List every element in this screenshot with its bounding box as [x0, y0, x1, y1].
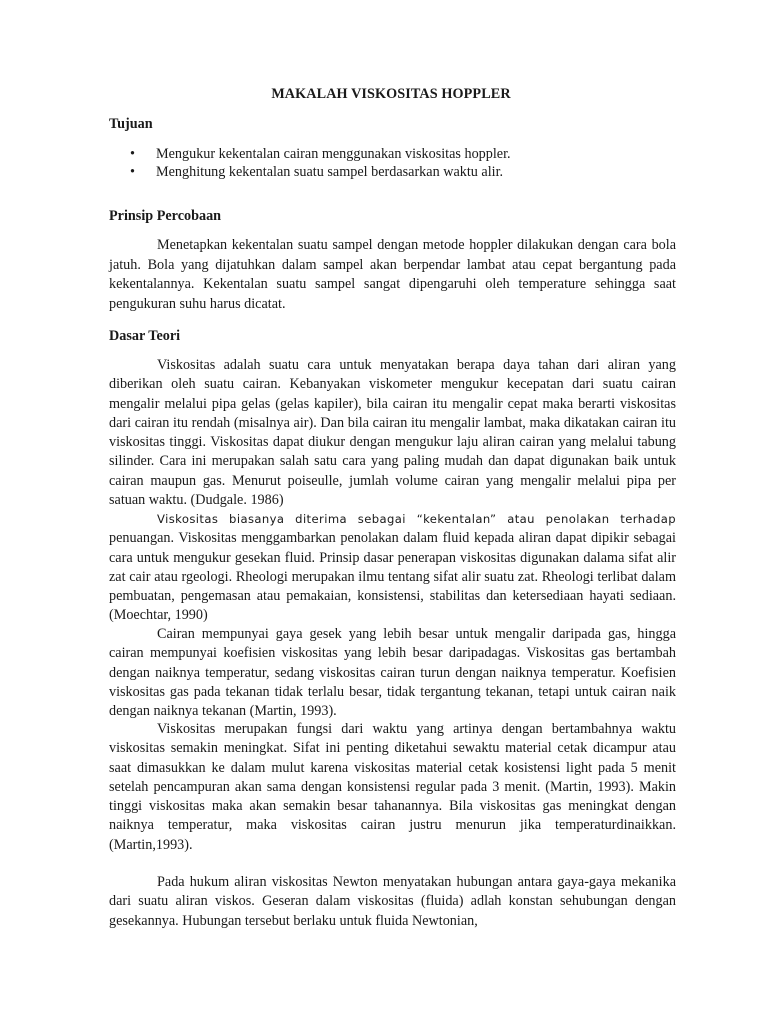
dasar-teori-paragraph-4	[109, 720, 676, 855]
heading-dasar-teori: Dasar Teori	[109, 328, 181, 344]
tujuan-bullet-list	[130, 145, 511, 181]
bullet-icon: •	[130, 164, 135, 180]
dasar-teori-paragraph-2	[109, 510, 676, 626]
document-title: MAKALAH VISKOSITAS HOPPLER	[271, 86, 511, 102]
prinsip-text: Menetapkan kekentalan suatu sampel dengan metode hoppler dilakukan dengan cara bola jatuh. Bola yang dijatuhkan dalam sampel akan berpendar lambat atau cepat bergantung pada kekentalannya. Kekentalan suatu sampel sangat dipengaruhi oleh temperature sehingga saat pengukuran suhu harus dicatat.	[109, 237, 676, 312]
prinsip-paragraph	[109, 236, 676, 314]
bullet-item	[130, 163, 511, 181]
dasar-teori-text-1: Viskositas adalah suatu cara untuk menyatakan berapa daya tahan dari aliran yang diberikan oleh suatu cairan. Kebanyakan viskometer mengukur kecepatan dari suatu cairan mengalir melalui pipa gelas (gelas kapiler), bila cairan itu mengalir cepat maka berarti viskositas dari cairan itu rendah (misalnya air). Dan bila cairan itu mengalir lambat, maka dikatakan cairan itu viskositas tinggi. Viskositas dapat diukur dengan mengukur laju aliran cairan yang melalui tabung silinder. Cara ini merupakan salah satu cara yang paling mudah dan dapat digunakan baik untuk cairan maupun gas. Menurut poiseulle, jumlah volume cairan yang mengalir melalui pipa per satuan waktu. (Dudgale. 1986)	[109, 357, 676, 509]
heading-tujuan: Tujuan	[109, 116, 153, 132]
bullet-icon: •	[130, 146, 135, 162]
dasar-teori-paragraph-3	[109, 625, 676, 721]
dasar-teori-text-2: penuangan. Viskositas menggambarkan penolakan dalam fluid kepada aliran dapat dipikir sebagai cara untuk mengukur gesekan fluid. Prinsip dasar penerapan viskositas digunakan dalama sifat alir zat cair atau rgeologi. Rheologi merupakan ilmu tentang sifat alir suatu zat. Rheologi terlibat dalam pembuatan, pengemasan atau pemakaian, konsistensi, stabilitas dan ketersediaan hayati sediaan. (Moechtar, 1990)	[109, 530, 676, 624]
heading-prinsip: Prinsip Percobaan	[109, 208, 222, 224]
dasar-teori-text-2-lead: Viskositas biasanya diterima sebagai “kekentalan” atau penolakan terhadap	[157, 512, 676, 526]
bullet-item	[130, 145, 511, 163]
dasar-teori-text-3: Cairan mempunyai gaya gesek yang lebih besar untuk mengalir daripada gas, hingga cairan mempunyai koefisien viskositas yang lebih besar daripadagas. Viskositas gas bertambah dengan naiknya temperatur, sedang viskositas cairan turun dengan naiknya temperatur. Koefisien viskositas gas pada tekanan tidak terlalu besar, tidak tergantung tekanan, tetapi untuk cairan naik dengan naiknya tekanan (Martin, 1993).	[109, 626, 676, 720]
bullet-text: Mengukur kekentalan cairan menggunakan viskositas hoppler.	[156, 146, 511, 162]
dasar-teori-paragraph-1	[109, 356, 676, 510]
dasar-teori-text-5: Pada hukum aliran viskositas Newton menyatakan hubungan antara gaya-gaya mekanika dari suatu aliran viskos. Geseran dalam viskositas (fluida) adlah konstan sehubungan dengan gesekannya. Hubungan tersebut berlaku untuk fluida Newtonian,	[109, 874, 676, 929]
dasar-teori-paragraph-5	[109, 873, 676, 931]
bullet-text: Menghitung kekentalan suatu sampel berdasarkan waktu alir.	[156, 164, 504, 180]
dasar-teori-text-4: Viskositas merupakan fungsi dari waktu yang artinya dengan bertambahnya waktu viskositas semakin meningkat. Sifat ini penting diketahui sewaktu material cetak dicampur atau saat dimasukkan ke dalam mulut karena viskositas material cetak kosistensi light pada 5 menit setelah pencampuran akan sama dengan konsistensi regular pada 3 menit. (Martin, 1993). Makin tinggi viskositas maka akan semakin besar tahanannya. Bila viskositas gas meningkat dengan naiknya temperatur, maka viskositas cairan justru menurun jika temperaturdinaikkan.(Martin,1993).	[109, 721, 676, 853]
